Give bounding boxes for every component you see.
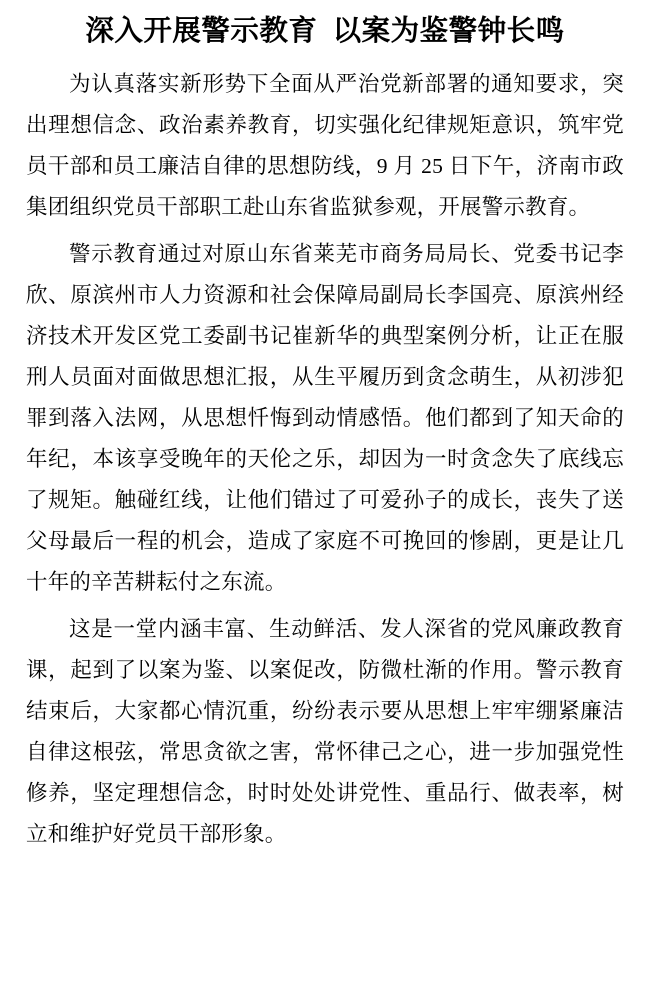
document-title: 深入开展警示教育 以案为鉴警钟长鸣 xyxy=(85,16,565,47)
paragraph-3: 这是一堂内涵丰富、生动鲜活、发人深省的党风廉政教育课，起到了以案为鉴、以案促改，防微杜渐的作用。警示教育结束后，大家都心情沉重，纷纷表示要从思想上牢牢绷紧廉洁自律这根弦，常思贪欲之害，常怀律己之心，进一步加强党性修养，坚定理想信念，时时处处讲党性、重品行、做表率，树立和维护好党员干部形象。 xyxy=(26,616,624,846)
paragraph-1: 为认真落实新形势下全面从严治党新部署的通知要求，突出理想信念、政治素养教育，切实强化纪律规矩意识，筑牢党员干部和员工廉洁自律的思想防线，9 月 25 日下午，济南市政集团组织党员干部职工赴山东省监狱参观，开展警示教育。 xyxy=(26,71,624,219)
paragraph-2: 警示教育通过对原山东省莱芜市商务局局长、党委书记李欣、原滨州市人力资源和社会保障局副局长李国亮、原滨州经济技术开发区党工委副书记崔新华的典型案例分析，让正在服刑人员面对面做思想汇报，从生平履历到贪念萌生，从初涉犯罪到落入法网，从思想忏悔到动情感悟。他们都到了知天命的年纪，本该享受晚年的天伦之乐，却因为一时贪念失了底线忘了规矩。触碰红线，让他们错过了可爱孙子的成长，丧失了送父母最后一程的机会，造成了家庭不可挽回的惨剧，更是让几十年的辛苦耕耘付之东流。 xyxy=(26,241,624,594)
